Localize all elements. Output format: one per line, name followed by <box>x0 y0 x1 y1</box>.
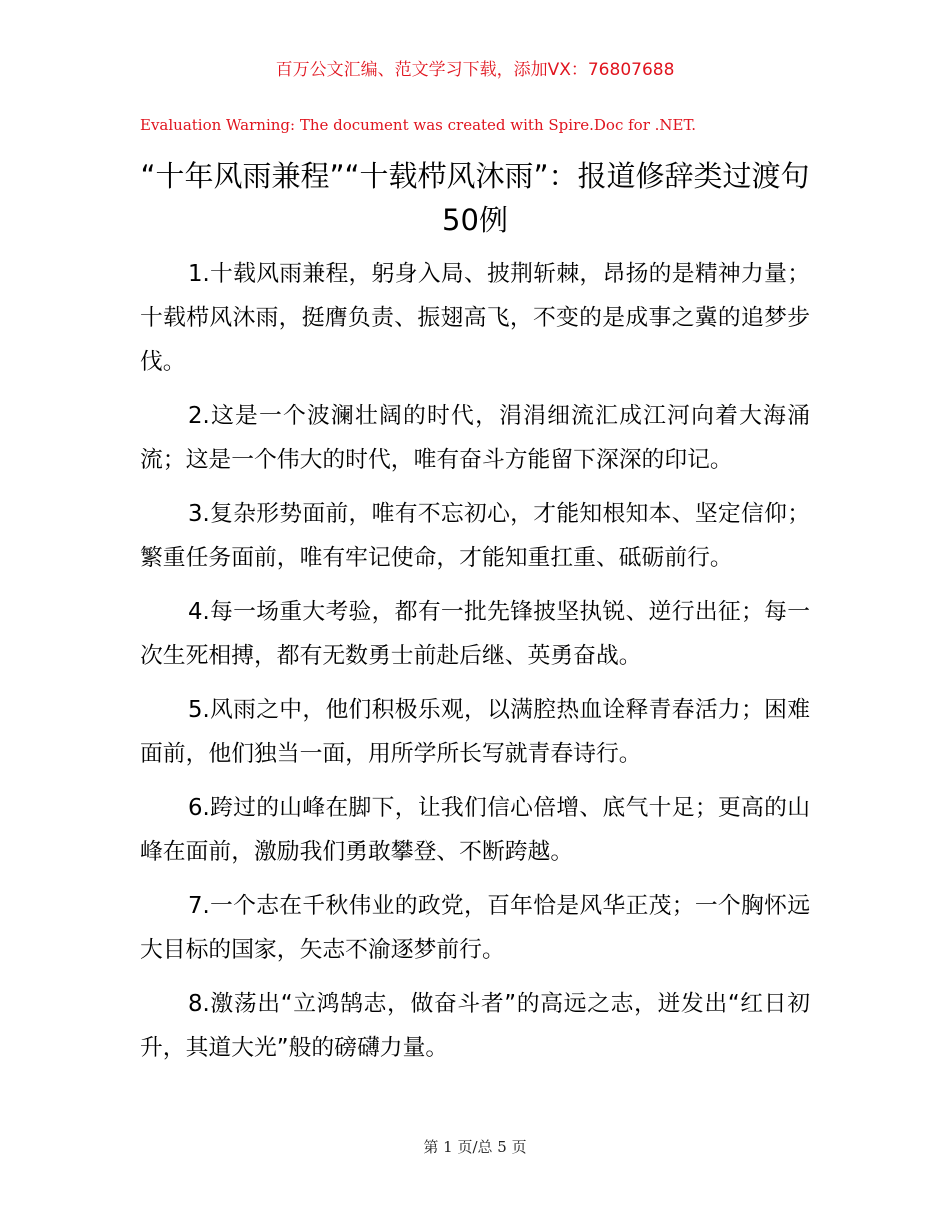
header-banner: 百万公文汇编、范文学习下载，添加VX：76807688 <box>275 60 675 80</box>
paragraph-8: 8.激荡出“立鸿鹄志，做奋斗者”的高远之志，迸发出“红日初升，其道大光”般的磅礴力量。 <box>140 991 810 1061</box>
document-body <box>140 252 810 1080</box>
paragraph-7: 7.一个志在千秋伟业的政党，百年恰是风华正茂；一个胸怀远大目标的国家，矢志不渝逐梦前行。 <box>140 893 810 963</box>
evaluation-warning: Evaluation Warning: The document was created with Spire.Doc for .NET. <box>140 116 697 134</box>
page-indicator: 第 1 页/总 5 页 <box>423 1138 527 1156</box>
paragraph-3: 3.复杂形势面前，唯有不忘初心，才能知根知本、坚定信仰；繁重任务面前，唯有牢记使命，才能知重扛重、砥砺前行。 <box>140 501 810 571</box>
document-title: “十年风雨兼程”“十载栉风沐雨”：报道修辞类过渡句50例 <box>140 159 810 237</box>
paragraph-6: 6.跨过的山峰在脚下，让我们信心倍增、底气十足；更高的山峰在面前，激励我们勇敢攀登、不断跨越。 <box>140 795 810 865</box>
paragraph-2: 2.这是一个波澜壮阔的时代，涓涓细流汇成江河向着大海涌流；这是一个伟大的时代，唯有奋斗方能留下深深的印记。 <box>140 403 810 473</box>
paragraph-4: 4.每一场重大考验，都有一批先锋披坚执锐、逆行出征；每一次生死相搏，都有无数勇士前赴后继、英勇奋战。 <box>140 599 810 669</box>
paragraph-5: 5.风雨之中，他们积极乐观，以满腔热血诠释青春活力；困难面前，他们独当一面，用所学所长写就青春诗行。 <box>140 697 810 767</box>
paragraph-1: 1.十载风雨兼程，躬身入局、披荆斩棘，昂扬的是精神力量；十载栉风沐雨，挺膺负责、振翅高飞，不变的是成事之冀的追梦步伐。 <box>140 261 810 375</box>
